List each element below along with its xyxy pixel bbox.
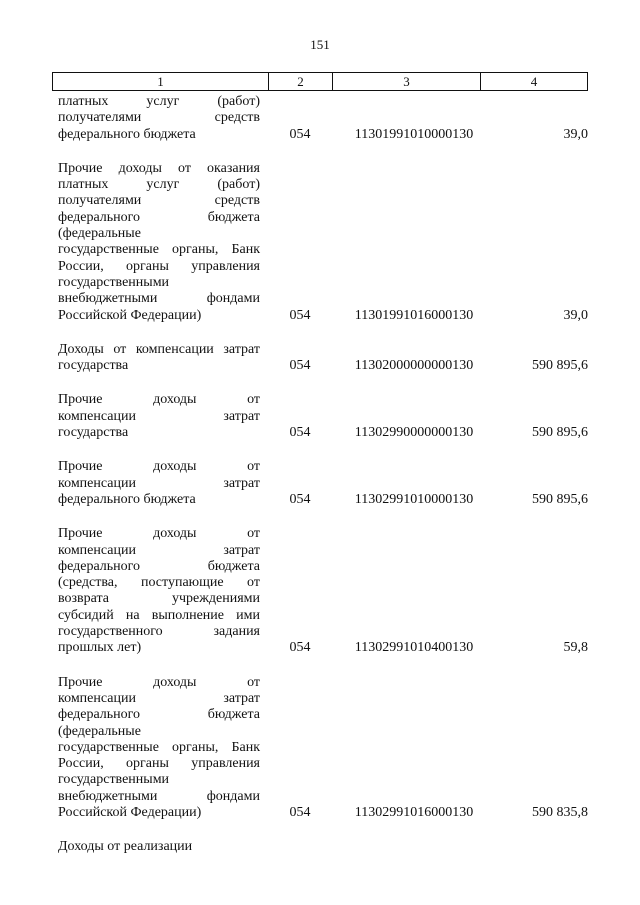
description-line: государственными — [58, 274, 170, 290]
row-admin-code: 054 — [289, 307, 311, 323]
description-line: компенсации затрат — [58, 542, 260, 558]
description-line: государства — [58, 425, 129, 441]
description-line: Доходы от реализации — [58, 839, 193, 855]
description-line: (средства, поступающие от — [58, 575, 260, 591]
description-line: федерального бюджета — [58, 491, 196, 507]
row-amount: 590 895,6 — [532, 425, 588, 441]
row-description — [58, 392, 260, 441]
description-line: (федеральные — [58, 226, 141, 242]
row-budget-code: 11302991016000130 — [354, 804, 474, 820]
description-line: России, органы управления — [58, 258, 260, 274]
row-admin-code: 054 — [289, 640, 311, 656]
table-row — [58, 342, 588, 375]
row-budget-code: 11302000000000130 — [354, 358, 474, 374]
table-row — [58, 392, 588, 441]
header-col-3: 3 — [333, 73, 481, 90]
description-line: (федеральные — [58, 723, 141, 739]
description-line: федерального бюджета — [58, 707, 260, 723]
table-row — [58, 839, 588, 855]
table-row — [58, 94, 588, 143]
description-line: Доходы от компенсации затрат — [58, 341, 260, 357]
row-amount: 39,0 — [563, 126, 588, 142]
description-line: государственные органы, Банк — [58, 242, 260, 258]
table-row — [58, 675, 588, 822]
description-line: Прочие доходы от — [58, 674, 260, 690]
description-line: платных услуг (работ) — [58, 94, 260, 109]
description-line: государственные органы, Банк — [58, 739, 260, 755]
row-description — [58, 342, 260, 375]
description-line: Прочие доходы от оказания — [58, 160, 260, 176]
row-amount: 39,0 — [563, 307, 588, 323]
header-col-4: 4 — [530, 74, 538, 89]
row-description — [58, 526, 260, 656]
description-line: внебюджетными фондами — [58, 788, 260, 804]
table-row — [58, 526, 588, 656]
description-line: федерального бюджета — [58, 209, 260, 225]
description-line: Прочие доходы от — [58, 459, 260, 475]
row-description — [58, 675, 260, 822]
row-amount: 590 835,8 — [532, 804, 588, 820]
description-line: государства — [58, 358, 129, 374]
row-budget-code: 11301991016000130 — [354, 307, 474, 323]
table-row — [58, 161, 588, 324]
row-budget-code: 11302991010400130 — [354, 640, 474, 656]
description-line: компенсации затрат — [58, 408, 260, 424]
description-line: получателями средств — [58, 110, 260, 126]
description-line: России, органы управления — [58, 756, 260, 772]
description-line: внебюджетными фондами — [58, 291, 260, 307]
page-number: 151 — [310, 37, 330, 52]
description-line: Российской Федерации) — [58, 804, 202, 820]
row-description — [58, 459, 260, 508]
row-admin-code: 054 — [289, 358, 311, 374]
row-admin-code: 054 — [289, 126, 311, 142]
description-line: субсидий на выполнение ими — [58, 607, 260, 623]
row-description — [58, 839, 260, 855]
row-budget-code: 11301991010000130 — [354, 126, 474, 142]
description-line: прошлых лет) — [58, 640, 142, 656]
row-amount: 59,8 — [563, 640, 588, 656]
header-col-1: 1 — [53, 73, 269, 90]
row-budget-code: 11302990000000130 — [354, 425, 474, 441]
description-line: компенсации затрат — [58, 690, 260, 706]
header-col-2: 2 — [269, 73, 333, 90]
row-admin-code: 054 — [289, 425, 311, 441]
description-line: возврата учреждениями — [58, 591, 260, 607]
description-line: федерального бюджета — [58, 126, 196, 142]
row-admin-code: 054 — [289, 804, 311, 820]
description-line: платных услуг (работ) — [58, 177, 260, 193]
description-line: Прочие доходы от — [58, 392, 260, 408]
table-header-row — [52, 72, 588, 91]
table-body — [58, 94, 588, 874]
row-description — [58, 161, 260, 324]
description-line: компенсации затрат — [58, 475, 260, 491]
description-line: федерального бюджета — [58, 558, 260, 574]
row-admin-code: 054 — [289, 491, 311, 507]
description-line: государственного задания — [58, 624, 260, 640]
description-line: получателями средств — [58, 193, 260, 209]
row-budget-code: 11302991010000130 — [354, 491, 474, 507]
description-line: Российской Федерации) — [58, 307, 202, 323]
table-row — [58, 459, 588, 508]
row-description — [58, 94, 260, 143]
row-amount: 590 895,6 — [532, 491, 588, 507]
description-line: Прочие доходы от — [58, 526, 260, 542]
row-amount: 590 895,6 — [532, 358, 588, 374]
description-line: государственными — [58, 772, 170, 788]
